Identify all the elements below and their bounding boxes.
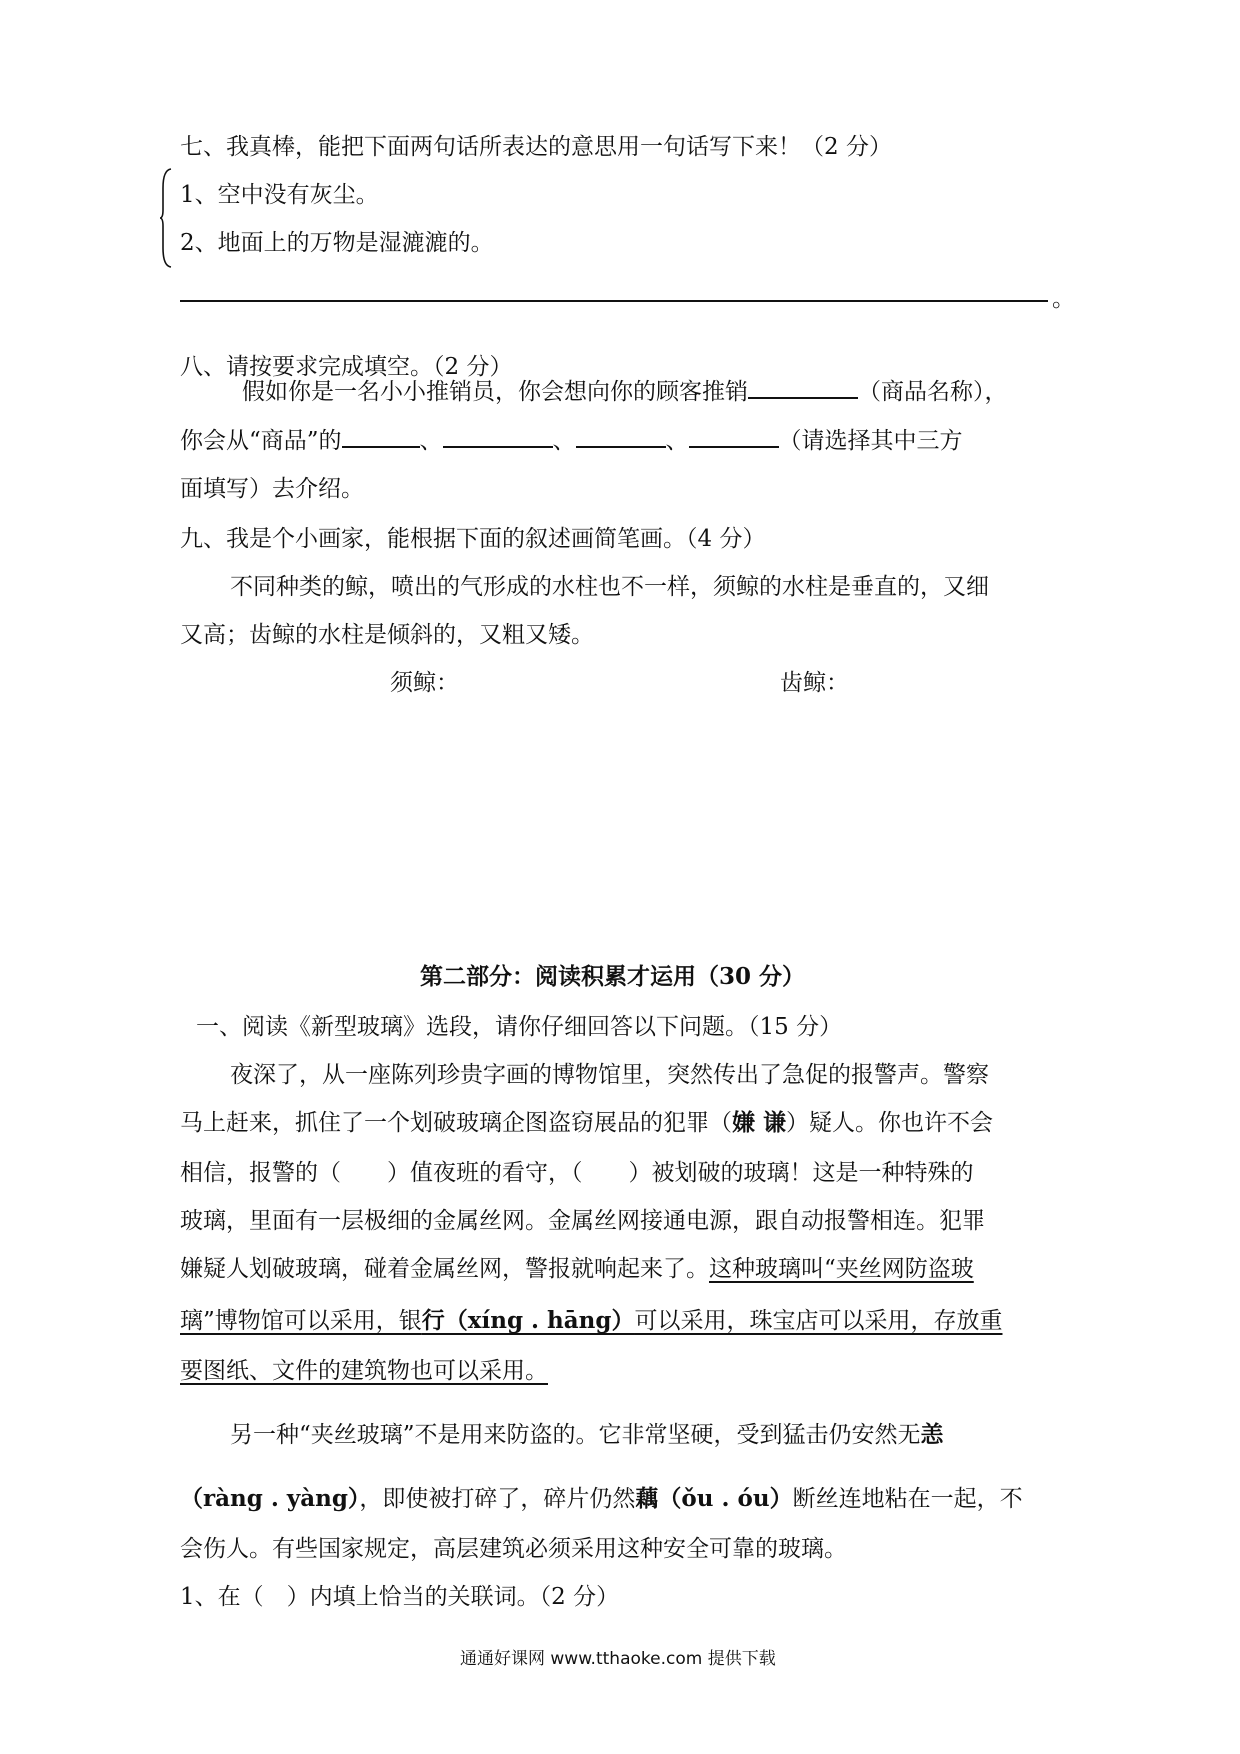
- question-9-heading: 九、我是个小画家，能根据下面的叙述画简笔画。（4 分）: [180, 526, 766, 552]
- blank-aspect-3[interactable]: [576, 424, 666, 448]
- question-8-line-2: 你会从“商品”的 、 、 、 （请选择其中三方: [180, 424, 963, 456]
- baleen-whale-label: 须鲸：: [390, 670, 459, 696]
- passage-line: 另一种“夹丝玻璃”不是用来防盗的。它非常坚硬，受到猛击仍安然无恙: [230, 1421, 944, 1448]
- passage-line: 嫌疑人划破玻璃，碰着金属丝网，警报就响起来了。这种玻璃叫“夹丝网防盗玻: [180, 1256, 974, 1282]
- part-2-title: 第二部分：阅读积累才运用（30 分）: [420, 963, 806, 990]
- char-choice: 嫌 谦: [732, 1109, 787, 1136]
- question-8-heading: 八、请按要求完成填空。（2 分）: [180, 354, 513, 380]
- passage-line: 相信，报警的（ ）值夜班的看守，（ ）被划破的玻璃！这是一种特殊的: [180, 1160, 974, 1186]
- passage-line-underlined: 要图纸、文件的建筑物也可以采用。: [180, 1358, 548, 1384]
- blank-product-name[interactable]: [748, 375, 858, 399]
- answer-line[interactable]: [180, 300, 1048, 302]
- question-7-heading: 七、我真棒，能把下面两句话所表达的意思用一句话写下来！（2 分）: [180, 134, 892, 160]
- question-8-line-3: 面填写）去介绍。: [180, 476, 364, 502]
- sentence-2: 2、地面上的万物是湿漉漉的。: [180, 230, 494, 256]
- blank-aspect-2[interactable]: [443, 424, 553, 448]
- answer-period: 。: [1052, 286, 1075, 312]
- pinyin-choice: 藕（ǒu . óu）: [635, 1485, 793, 1512]
- passage-line: 夜深了，从一座陈列珍贵字画的博物馆里，突然传出了急促的报警声。警察: [230, 1062, 989, 1088]
- passage-line-underlined: 璃”博物馆可以采用，银行（xíng . hāng）可以采用，珠宝店可以采用，存放重: [180, 1307, 1003, 1334]
- question-9-text-2: 又高；齿鲸的水柱是倾斜的，又粗又矮。: [180, 622, 594, 648]
- question-8-line-1: 假如你是一名小小推销员，你会想向你的顾客推销 （商品名称），: [242, 375, 1008, 407]
- pinyin-choice: 行（xíng . hāng）: [421, 1307, 635, 1334]
- question-9-text-1: 不同种类的鲸，喷出的气形成的水柱也不一样，须鲸的水柱是垂直的，又细: [230, 574, 989, 600]
- blank-aspect-1[interactable]: [342, 424, 420, 448]
- reading-question-heading: 一、阅读《新型玻璃》选段，请你仔细回答以下问题。（15 分）: [196, 1014, 843, 1040]
- passage-line: 马上赶来，抓住了一个划破玻璃企图盗窃展品的犯罪（嫌 谦）疑人。你也许不会: [180, 1109, 994, 1136]
- passage-line: 会伤人。有些国家规定，高层建筑必须采用这种安全可靠的玻璃。: [180, 1536, 847, 1562]
- sentence-1: 1、空中没有灰尘。: [180, 182, 379, 208]
- pinyin-choice: （ràng . yàng）: [180, 1485, 360, 1512]
- toothed-whale-label: 齿鲸：: [780, 670, 849, 696]
- passage-line: 玻璃，里面有一层极细的金属丝网。金属丝网接通电源，跟自动报警相连。犯罪: [180, 1208, 985, 1234]
- brace-bracket: [160, 168, 172, 268]
- blank-aspect-4[interactable]: [689, 424, 779, 448]
- passage-line: （ràng . yàng），即使被打碎了，碎片仍然藕（ǒu . óu）断丝连地粘在一起，不: [180, 1485, 1023, 1512]
- footer-text: 通通好课网 www.tthaoke.com 提供下载: [460, 1649, 776, 1669]
- sub-question-1: 1、在（ ）内填上恰当的关联词。（2 分）: [180, 1584, 620, 1610]
